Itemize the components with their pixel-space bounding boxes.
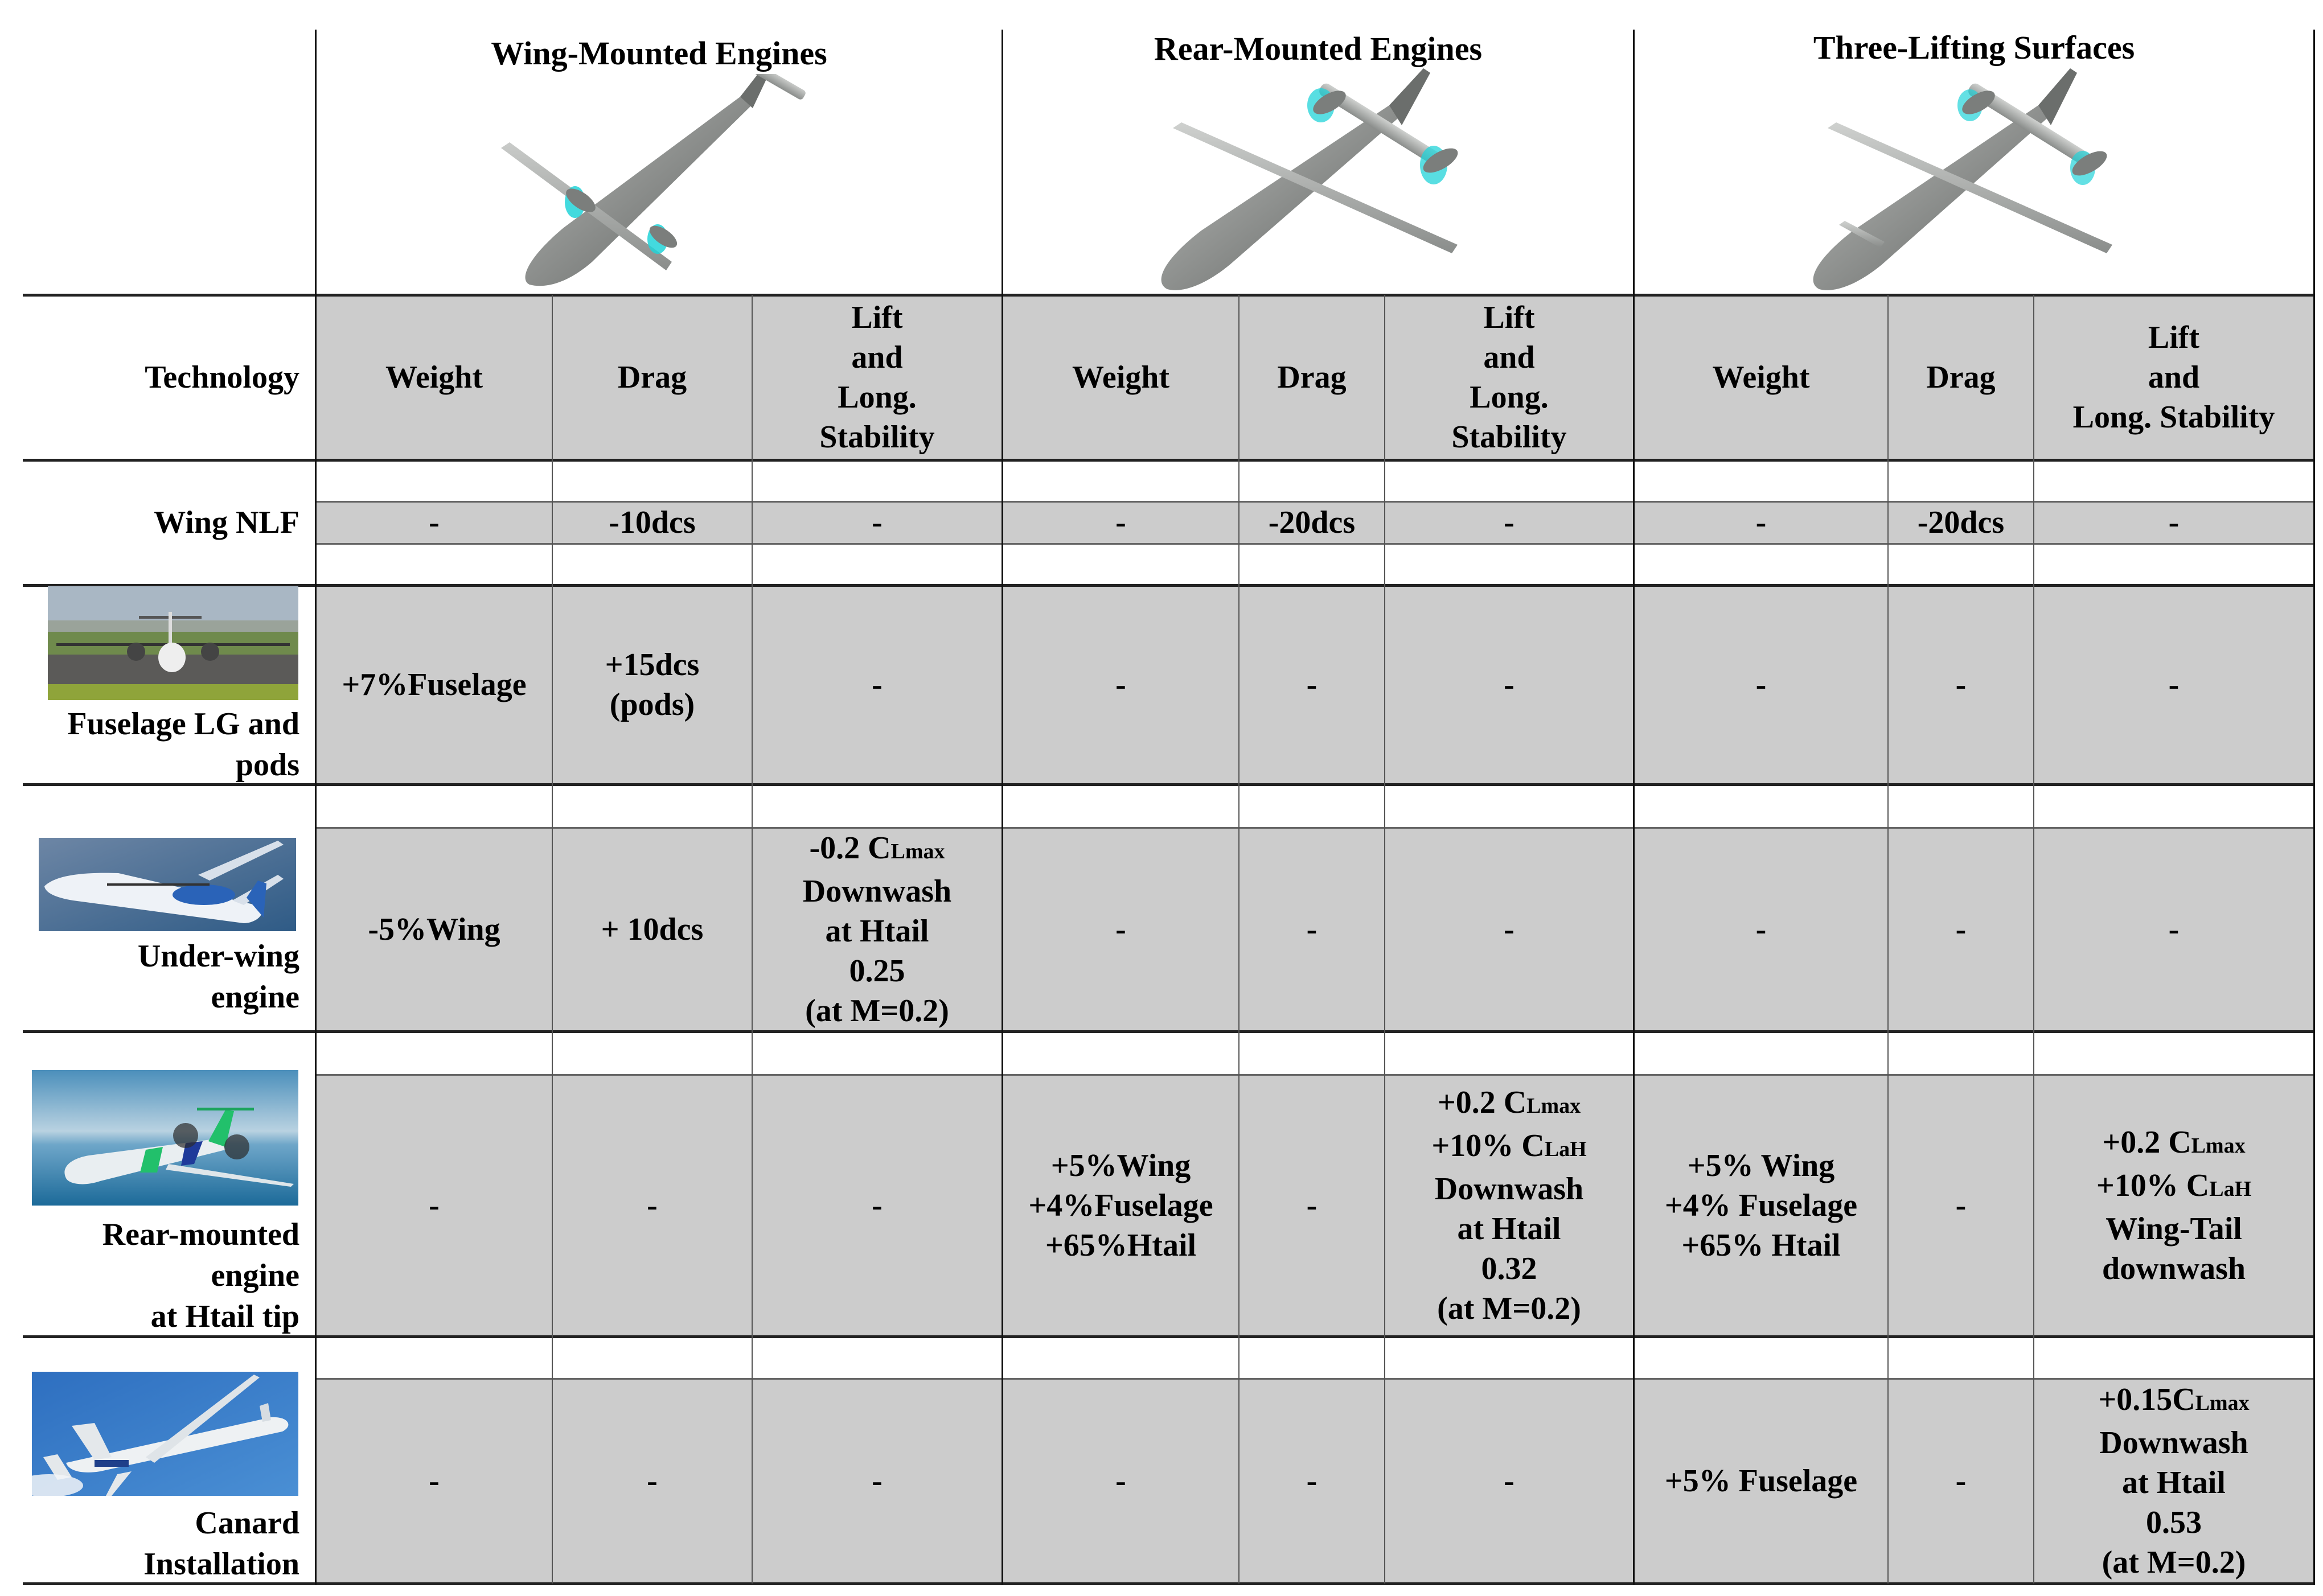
cell-line: -20dcs xyxy=(1268,505,1356,540)
cell-line: at Htail xyxy=(1457,1211,1561,1247)
cell-line: - xyxy=(1306,667,1318,702)
cell-line: at Htail xyxy=(825,914,929,949)
table-cell xyxy=(1385,1379,1633,1583)
table-cell xyxy=(1889,1379,2033,1583)
cell-line: -10dcs xyxy=(609,505,696,540)
cell-line: 0.32 xyxy=(1481,1251,1537,1286)
table-cell xyxy=(2034,1075,2313,1336)
column-header-drag-1: Drag xyxy=(617,360,687,395)
table-cell xyxy=(2034,585,2313,784)
cell-line: +0.2 CLmax xyxy=(2102,1125,2246,1160)
table-cell xyxy=(1003,1379,1238,1583)
table-cell xyxy=(1003,585,1238,784)
subscript: Lmax xyxy=(2195,1391,2250,1415)
photo-turboprop-on-runway xyxy=(48,586,298,700)
cell-line: +5%Wing xyxy=(1050,1148,1191,1183)
tech-label-rear-mounted: Rear-mounted engine at Htail tip xyxy=(102,1217,299,1334)
table-cell xyxy=(2034,1379,2313,1583)
config-title-wing-mounted: Wing-Mounted Engines xyxy=(491,35,827,72)
photo-turboprop-in-flight xyxy=(39,838,296,931)
cell-line: - xyxy=(2168,667,2180,702)
rule-group-2 xyxy=(1633,30,1635,1585)
table-cell xyxy=(2034,828,2313,1031)
table-cell xyxy=(1240,1075,1384,1336)
cell-line: -5%Wing xyxy=(368,912,500,947)
tech-label-under-wing: Under-wing engine xyxy=(137,939,299,1015)
cell-line: - xyxy=(1504,667,1515,702)
photo-canard-concept xyxy=(32,1372,298,1496)
cell-line: (at M=0.2) xyxy=(2102,1545,2246,1580)
cell-line: +10% CLaH xyxy=(1431,1128,1587,1163)
cell-line: +4% Fuselage xyxy=(1664,1188,1858,1223)
cell-line: - xyxy=(872,667,883,702)
table-cell xyxy=(1385,1075,1633,1336)
table-cell xyxy=(1240,501,1384,544)
table-cell xyxy=(753,1379,1002,1583)
table-cell xyxy=(317,585,552,784)
cell-line: (pods) xyxy=(609,687,695,722)
table-cell xyxy=(553,585,752,784)
rule-group-1 xyxy=(1002,30,1003,1585)
column-header-lift-stability-2: Lift and Long. Stability xyxy=(1451,300,1567,455)
config-title-three-lifting: Three-Lifting Surfaces xyxy=(1813,29,2135,66)
cell-line: Downwash xyxy=(802,874,952,909)
cell-line: - xyxy=(1955,667,1967,702)
table-cell xyxy=(1635,501,1887,544)
table-cell xyxy=(1635,828,1887,1031)
cell-line: +10% CLaH xyxy=(2096,1168,2252,1203)
cell-line: +7%Fuselage xyxy=(342,667,527,702)
cell-line: - xyxy=(1955,1188,1967,1223)
cell-line: - xyxy=(1955,912,1967,947)
cell-line: - xyxy=(1755,667,1767,702)
table-cell xyxy=(753,828,1002,1031)
cell-line: (at M=0.2) xyxy=(1437,1291,1581,1326)
config-title-rear-mounted: Rear-Mounted Engines xyxy=(1154,30,1483,67)
table-cell xyxy=(753,1075,1002,1336)
column-header-technology: Technology xyxy=(145,360,299,395)
cell-line: - xyxy=(1955,1463,1967,1499)
cell-line: - xyxy=(429,505,440,540)
cell-line: 0.53 xyxy=(2145,1505,2202,1540)
table-cell xyxy=(1889,828,2033,1031)
cell-line: - xyxy=(429,1188,440,1223)
cell-line: +65%Htail xyxy=(1045,1228,1197,1263)
cell-line: - xyxy=(1306,1188,1318,1223)
cell-line: + 10dcs xyxy=(601,912,704,947)
subscript: LaH xyxy=(1544,1137,1587,1161)
subscript: LaH xyxy=(2209,1177,2252,1201)
table-cell xyxy=(1635,585,1887,784)
table-cell xyxy=(553,501,752,544)
subscript: Lmax xyxy=(1526,1094,1581,1118)
tech-label-wing-nlf: Wing NLF xyxy=(154,505,299,540)
column-header-weight-1: Weight xyxy=(385,360,483,395)
table-cell xyxy=(1889,585,2033,784)
table-cell xyxy=(1240,585,1384,784)
table-cell xyxy=(2034,501,2313,544)
subscript: Lmax xyxy=(2191,1134,2246,1158)
column-header-drag-3: Drag xyxy=(1926,360,1996,395)
table-cell xyxy=(1385,501,1633,544)
cell-line: (at M=0.2) xyxy=(805,993,949,1029)
table-cell xyxy=(1635,1075,1887,1336)
cell-line: - xyxy=(429,1463,440,1499)
photo-rear-engine-concept xyxy=(32,1070,298,1206)
aircraft-three-lifting-surfaces-icon xyxy=(1793,63,2146,296)
cell-line: Downwash xyxy=(2099,1425,2248,1461)
cell-line: - xyxy=(1755,505,1767,540)
table-cell xyxy=(1003,828,1238,1031)
table-cell xyxy=(1240,828,1384,1031)
cell-line: +0.2 CLmax xyxy=(1437,1085,1581,1120)
cell-line: Downwash xyxy=(1434,1171,1584,1207)
table-cell xyxy=(553,1379,752,1583)
table-cell xyxy=(1385,585,1633,784)
cell-line: - xyxy=(872,1463,883,1499)
column-header-drag-2: Drag xyxy=(1277,360,1347,395)
aircraft-rear-mounted-engines-icon xyxy=(1139,63,1503,296)
column-header-lift-stability-1: Lift and Long. Stability xyxy=(819,300,935,455)
cell-line: - xyxy=(1504,505,1515,540)
cell-line: downwash xyxy=(2102,1251,2246,1286)
table-cell xyxy=(317,828,552,1031)
table-cell xyxy=(553,1075,752,1336)
cell-line: -0.2 CLmax xyxy=(809,830,945,866)
cell-line: - xyxy=(1115,1463,1126,1499)
aircraft-wing-mounted-engines-icon xyxy=(495,74,826,290)
table-cell xyxy=(317,1075,552,1336)
cell-line: +15dcs xyxy=(605,647,700,682)
cell-line: - xyxy=(1115,667,1126,702)
table-cell xyxy=(1635,1379,1887,1583)
cell-line: -20dcs xyxy=(1917,505,2005,540)
table-cell xyxy=(1889,1075,2033,1336)
cell-line: - xyxy=(872,1188,883,1223)
cell-line: Wing-Tail xyxy=(2106,1211,2242,1247)
table-cell xyxy=(1003,1075,1238,1336)
tech-label-fuselage-lg: Fuselage LG and pods xyxy=(67,706,299,783)
subscript: Lmax xyxy=(890,840,945,863)
cell-line: - xyxy=(1306,1463,1318,1499)
cell-line: - xyxy=(1115,505,1126,540)
table-cell xyxy=(753,585,1002,784)
tech-label-canard: Canard Installation xyxy=(143,1505,299,1582)
cell-line: +5% Fuselage xyxy=(1664,1463,1858,1499)
column-header-weight-3: Weight xyxy=(1712,360,1810,395)
column-header-weight-2: Weight xyxy=(1072,360,1170,395)
cell-line: - xyxy=(2168,912,2180,947)
table-cell xyxy=(1889,501,2033,544)
rule-table-right xyxy=(2313,30,2315,1585)
cell-line: - xyxy=(1504,1463,1515,1499)
cell-line: +4%Fuselage xyxy=(1028,1188,1213,1223)
rule-col-tech xyxy=(315,30,317,1585)
cell-line: - xyxy=(1504,912,1515,947)
cell-line: at Htail xyxy=(2122,1465,2226,1500)
table-cell xyxy=(317,1379,552,1583)
table-cell xyxy=(1003,501,1238,544)
table-cell xyxy=(1240,1379,1384,1583)
table-cell xyxy=(1385,828,1633,1031)
cell-line: - xyxy=(647,1463,658,1499)
cell-line: +0.15CLmax xyxy=(2098,1382,2250,1417)
cell-line: - xyxy=(1115,912,1126,947)
cell-line: +65% Htail xyxy=(1681,1228,1841,1263)
cell-line: - xyxy=(647,1188,658,1223)
cell-line: - xyxy=(2168,505,2180,540)
cell-line: - xyxy=(1306,912,1318,947)
cell-line: 0.25 xyxy=(849,953,905,989)
table-cell xyxy=(753,501,1002,544)
column-header-lift-stability-3: Lift and Long. Stability xyxy=(2072,320,2275,435)
cell-line: +5% Wing xyxy=(1687,1148,1835,1183)
cell-line: - xyxy=(872,505,883,540)
table-cell xyxy=(553,828,752,1031)
cell-line: - xyxy=(1755,912,1767,947)
table-cell xyxy=(317,501,552,544)
